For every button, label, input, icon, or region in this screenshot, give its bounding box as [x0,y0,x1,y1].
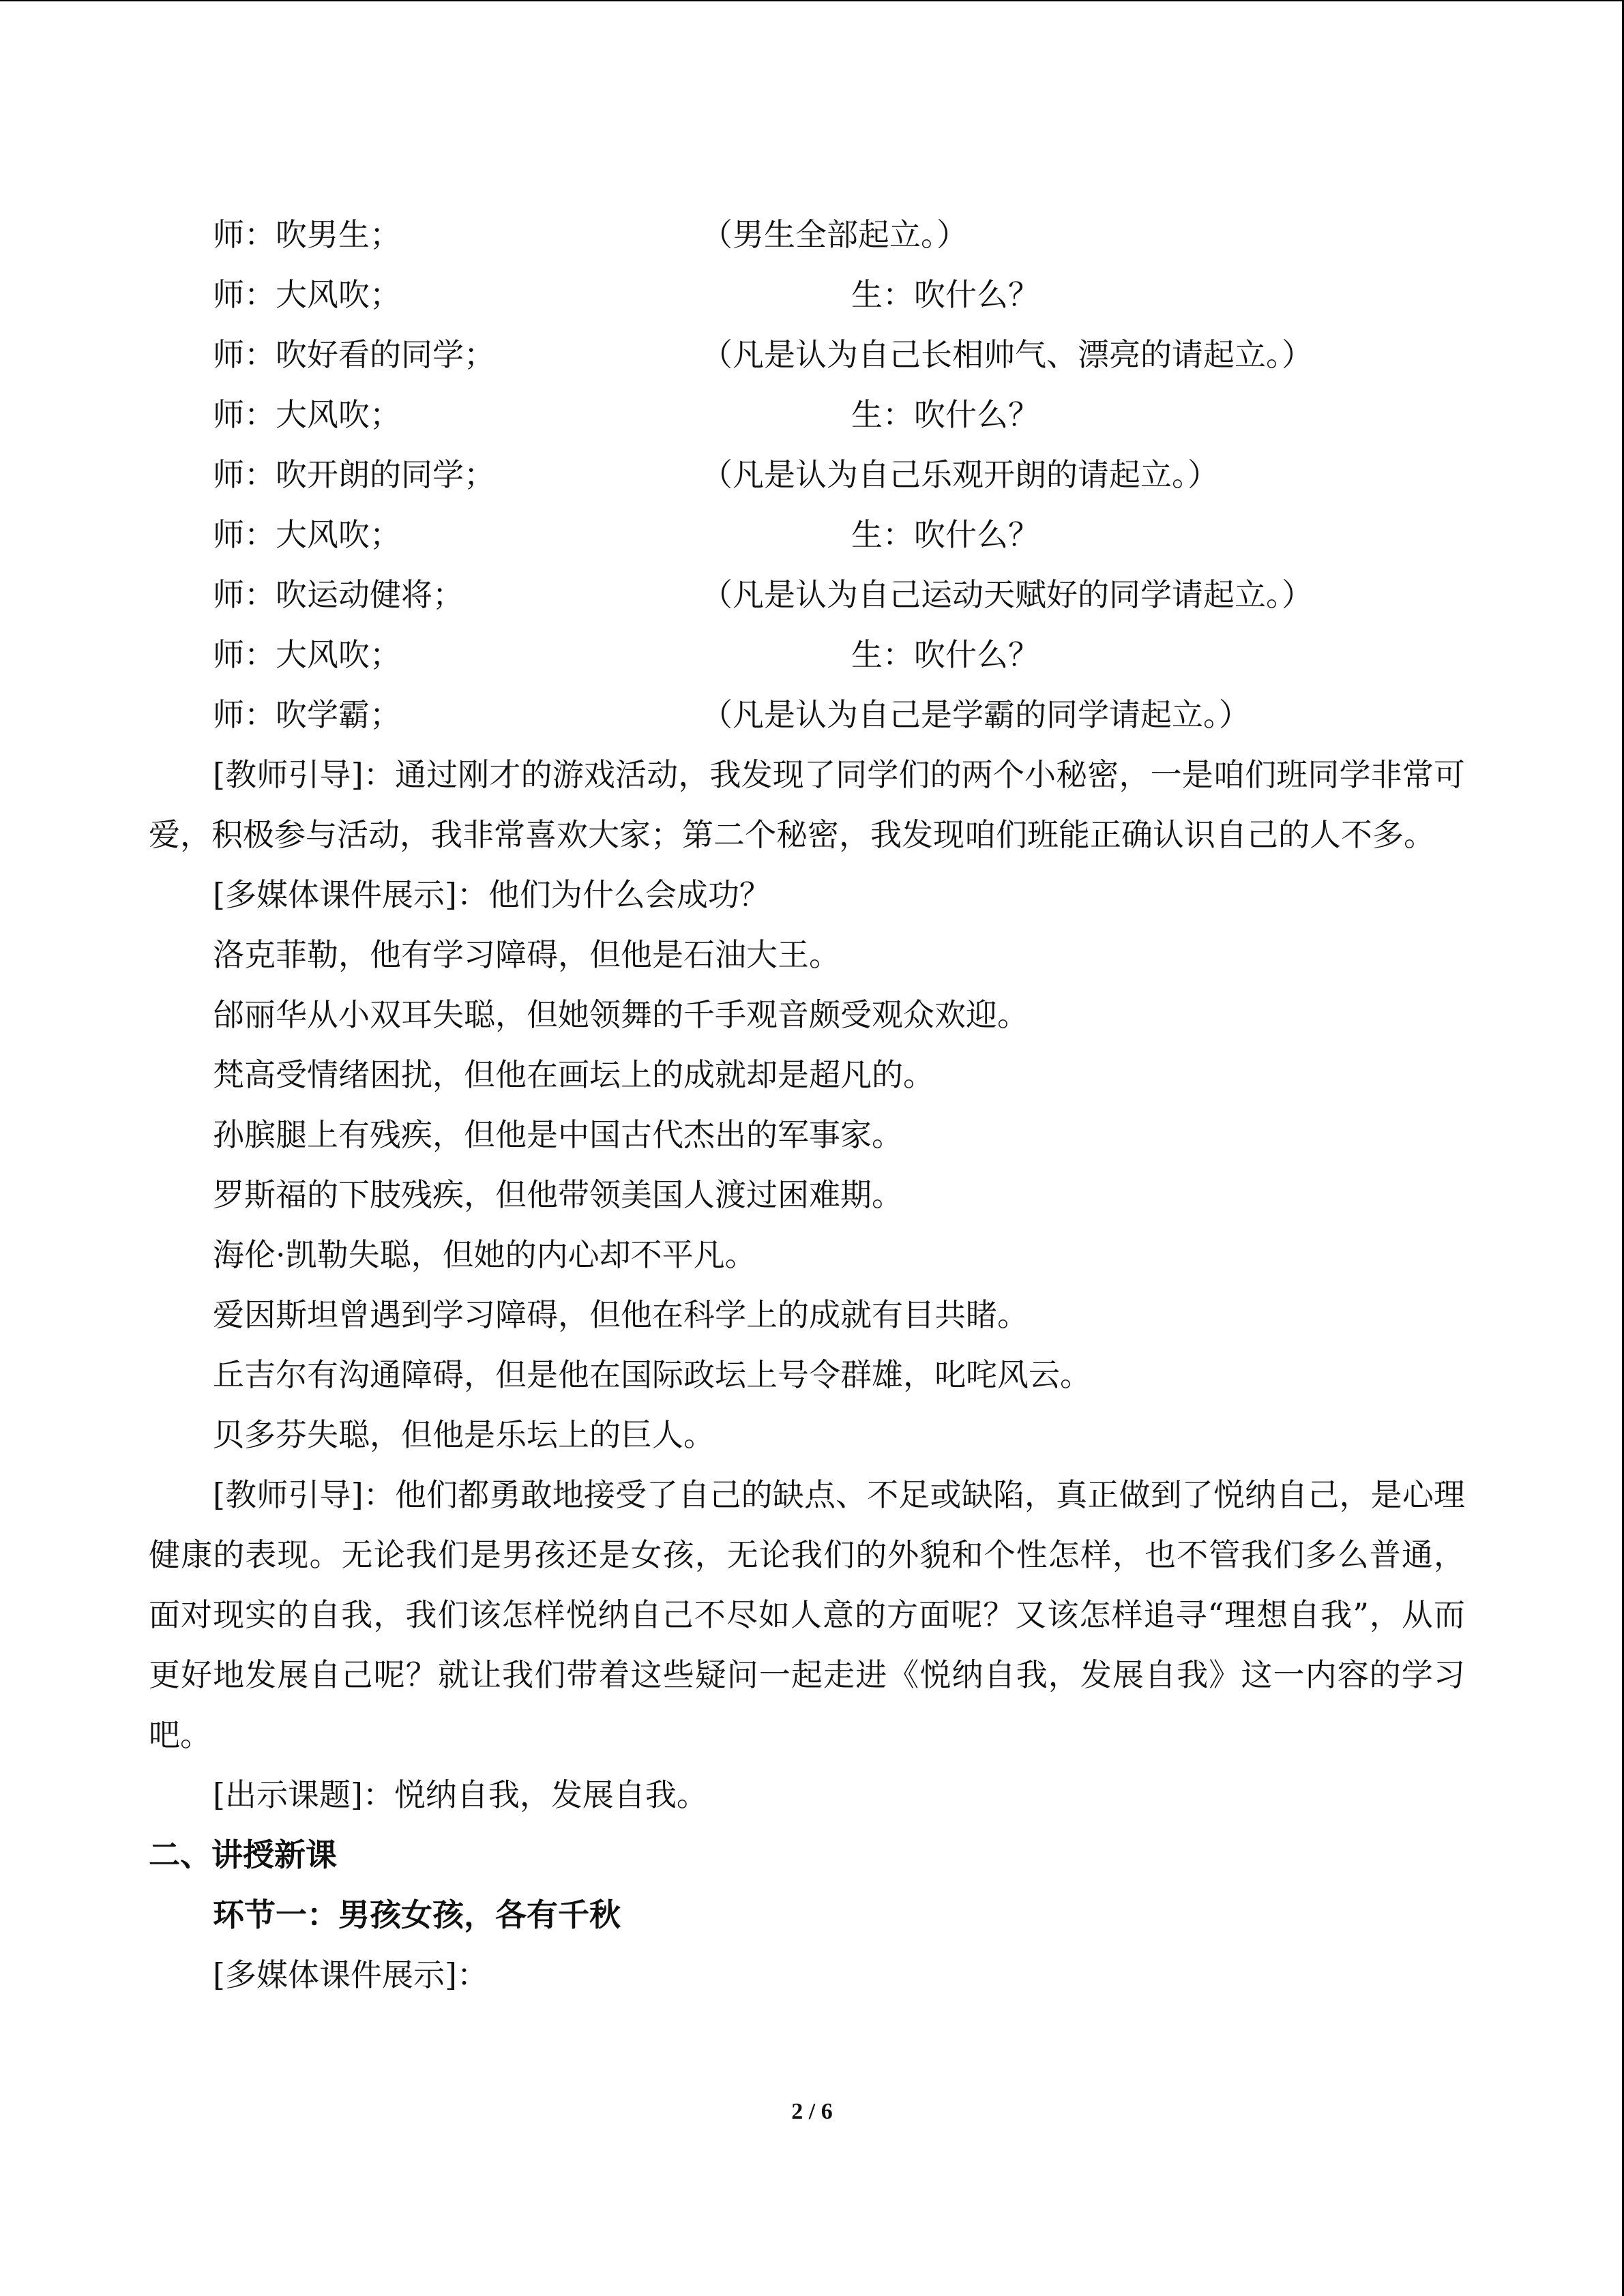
page-top-border [0,0,1624,1]
example-line: 贝多芬失聪，但他是乐坛上的巨人。 [213,1416,715,1453]
dialogue-line [149,265,1465,325]
teacher-guide-paragraph: [教师引导]：他们都勇敢地接受了自己的缺点、不足或缺陷，真正做到了悦纳自己，是心理健康的表现。无论我们是男孩还是女孩，无论我们的外貌和个性怎样，也不管我们多么普通，面对现实的自我，我们该怎样悦纳自己不尽如人意的方面呢？又该怎样追寻“理想自我”，从而更好地发展自己呢？就让我们带着这些疑问一起走进《悦纳自我，发展自我》这一内容的学习吧。 [149,1476,1465,1753]
example-line: 邰丽华从小双耳失聪，但她领舞的千手观音颇受观众欢迎。 [213,996,1029,1033]
example-line: 海伦·凯勒失聪，但她的内心却不平凡。 [213,1236,756,1273]
example-line: 孙膑腿上有残疾，但他是中国古代杰出的军事家。 [213,1116,903,1153]
example-line: 洛克菲勒，他有学习障碍，但他是石油大王。 [213,936,840,973]
dialogue-teacher: 师：大风吹； [213,516,401,553]
dialogue-line [149,205,1465,265]
dialogue-teacher: 师：大风吹； [213,636,401,673]
dialogue-student: 生：吹什么？ [851,396,1039,433]
example-line: 梵高受情绪困扰，但他在画坛上的成就却是超凡的。 [213,1056,934,1093]
example-line: 爱因斯坦曾遇到学习障碍，但他在科学上的成就有目共睹。 [213,1296,1029,1333]
dialogue-response: （凡是认为自己是学霸的同学请起立。） [701,696,1250,733]
dialogue-line [149,505,1465,565]
dialogue-teacher: 师：吹学霸； [213,696,401,733]
dialogue-response: （男生全部起立。） [701,216,968,253]
subsection-heading: 环节一：男孩女孩，各有千秋 [213,1896,621,1933]
dialogue-response: （凡是认为自己长相帅气、漂亮的请起立。） [701,336,1313,373]
dialogue-teacher: 师：吹运动健将； [213,576,464,613]
dialogue-line [149,385,1465,445]
dialogue-line [149,625,1465,685]
dialogue-student: 生：吹什么？ [851,276,1039,313]
section-heading: 二、讲授新课 [149,1836,337,1873]
dialogue-teacher: 师：吹开朗的同学； [213,456,495,493]
example-line: 丘吉尔有沟通障碍，但是他在国际政坛上号令群雄，叱咤风云。 [213,1356,1091,1393]
page-number: 2 / 6 [791,2099,833,2124]
dialogue-line [149,445,1465,505]
dialogue-teacher: 师：吹好看的同学； [213,336,495,373]
teacher-guide-paragraph: [教师引导]：通过刚才的游戏活动，我发现了同学们的两个小秘密，一是咱们班同学非常可爱，积极参与活动，我非常喜欢大家；第二个秘密，我发现咱们班能正确认识自己的人不多。 [149,756,1465,853]
dialogue-line [149,685,1465,745]
dialogue-response: （凡是认为自己运动天赋好的同学请起立。） [701,576,1313,613]
dialogue-line [149,565,1465,625]
document-body [149,205,1465,2005]
dialogue-teacher: 师：大风吹； [213,276,401,313]
dialogue-response: （凡是认为自己乐观开朗的请起立。） [701,456,1219,493]
topic-line: [出示课题]：悦纳自我，发展自我。 [213,1776,708,1813]
multimedia-label: [多媒体课件展示]： [213,1956,488,1993]
multimedia-label: [多媒体课件展示]：他们为什么会成功？ [213,876,771,913]
dialogue-teacher: 师：吹男生； [213,216,401,253]
dialogue-student: 生：吹什么？ [851,516,1039,553]
dialogue-teacher: 师：大风吹； [213,396,401,433]
example-line: 罗斯福的下肢残疾，但他带领美国人渡过困难期。 [213,1176,903,1213]
dialogue-line [149,325,1465,385]
dialogue-student: 生：吹什么？ [851,636,1039,673]
